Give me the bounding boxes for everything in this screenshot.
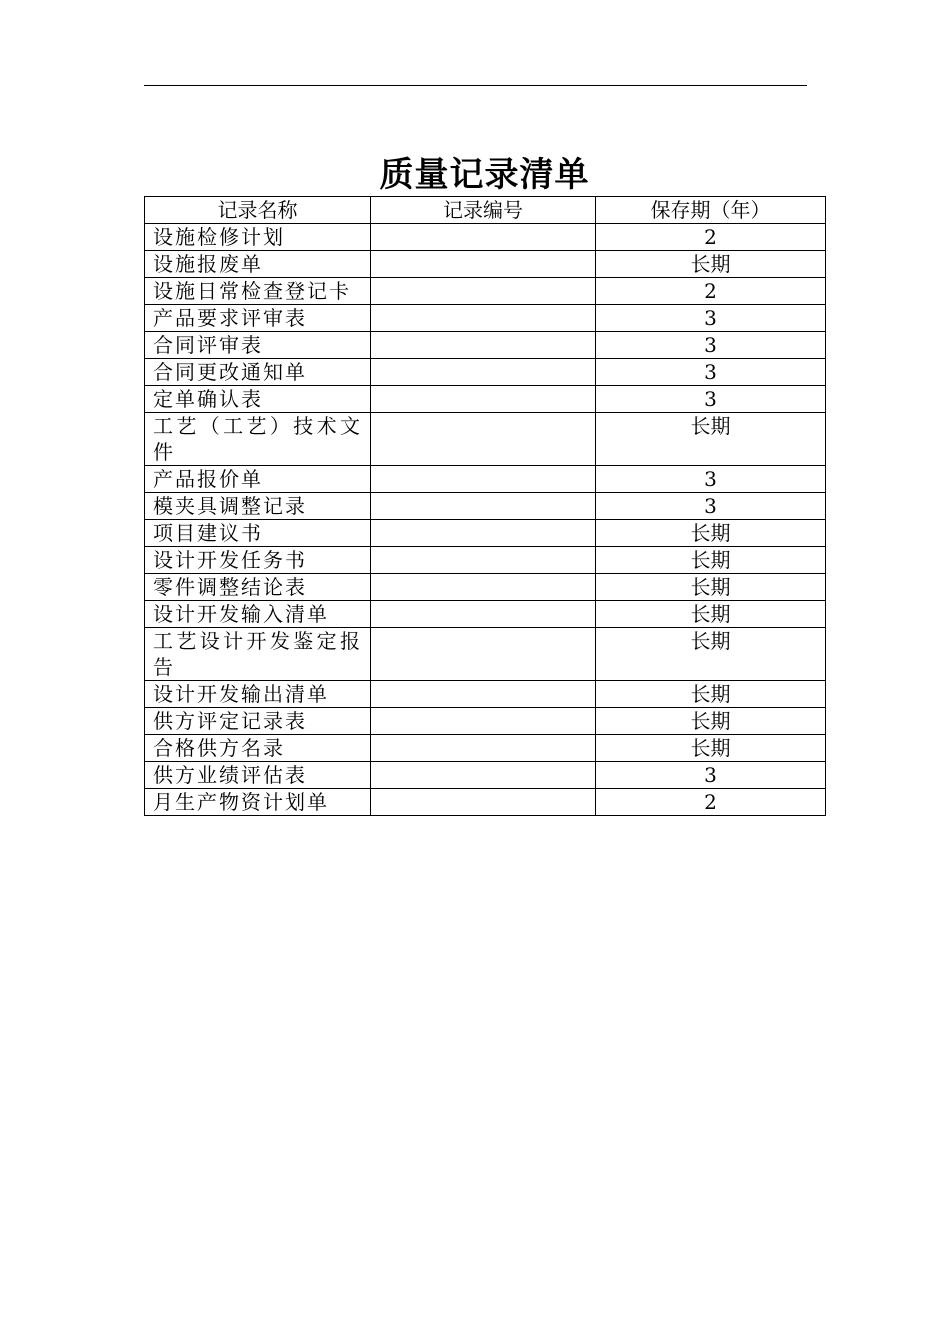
- table-row: [145, 386, 826, 413]
- record-code-cell: [371, 547, 596, 574]
- record-code-cell: [371, 681, 596, 708]
- record-code-cell: [371, 628, 596, 681]
- record-code-cell: [371, 224, 596, 251]
- retention-period-cell: 2: [596, 224, 826, 251]
- table-body: [145, 224, 826, 816]
- record-code-cell: [371, 708, 596, 735]
- table-row: [145, 574, 826, 601]
- table-row: [145, 547, 826, 574]
- record-code-cell: [371, 735, 596, 762]
- table-row: [145, 278, 826, 305]
- retention-period-cell: 3: [596, 386, 826, 413]
- retention-period-cell: 2: [596, 278, 826, 305]
- record-code-cell: [371, 413, 596, 466]
- retention-period-cell: 3: [596, 466, 826, 493]
- record-name-cell: 设计开发输出清单: [145, 681, 371, 708]
- retention-period-cell: 2: [596, 789, 826, 816]
- record-name-cell: 设施报废单: [145, 251, 371, 278]
- header-retention-period: 保存期（年）: [596, 197, 826, 224]
- retention-period-cell: 长期: [596, 708, 826, 735]
- table-row: [145, 466, 826, 493]
- record-code-cell: [371, 601, 596, 628]
- record-name-cell: 定单确认表: [145, 386, 371, 413]
- retention-period-cell: 3: [596, 493, 826, 520]
- retention-period-cell: 长期: [596, 547, 826, 574]
- header-record-code: 记录编号: [371, 197, 596, 224]
- document-title: 质量记录清单: [379, 155, 590, 195]
- table-row: [145, 332, 826, 359]
- record-code-cell: [371, 332, 596, 359]
- record-name-cell: 合格供方名录: [145, 735, 371, 762]
- table-row: [145, 601, 826, 628]
- record-name-cell: 工艺（工艺）技术文件: [145, 413, 371, 466]
- retention-period-cell: 3: [596, 332, 826, 359]
- record-code-cell: [371, 520, 596, 547]
- table-row: [145, 520, 826, 547]
- header-record-name: 记录名称: [145, 197, 371, 224]
- record-name-cell: 项目建议书: [145, 520, 371, 547]
- table-row: [145, 359, 826, 386]
- table-row: [145, 305, 826, 332]
- table-header-row: [145, 197, 826, 224]
- record-code-cell: [371, 278, 596, 305]
- header-rule: [144, 85, 807, 86]
- record-name-cell: 工艺设计开发鉴定报告: [145, 628, 371, 681]
- retention-period-cell: 长期: [596, 735, 826, 762]
- record-name-cell: 设计开发任务书: [145, 547, 371, 574]
- table-row: [145, 762, 826, 789]
- retention-period-cell: 长期: [596, 574, 826, 601]
- record-name-cell: 月生产物资计划单: [145, 789, 371, 816]
- record-code-cell: [371, 493, 596, 520]
- table-row: [145, 493, 826, 520]
- record-code-cell: [371, 359, 596, 386]
- record-code-cell: [371, 762, 596, 789]
- record-name-cell: 供方评定记录表: [145, 708, 371, 735]
- table-row: [145, 224, 826, 251]
- record-name-cell: 模夹具调整记录: [145, 493, 371, 520]
- record-table: [144, 196, 826, 816]
- retention-period-cell: 3: [596, 762, 826, 789]
- record-name-cell: 设施日常检查登记卡: [145, 278, 371, 305]
- retention-period-cell: 3: [596, 305, 826, 332]
- record-code-cell: [371, 789, 596, 816]
- retention-period-cell: 长期: [596, 413, 826, 466]
- retention-period-cell: 3: [596, 359, 826, 386]
- record-code-cell: [371, 386, 596, 413]
- retention-period-cell: 长期: [596, 520, 826, 547]
- record-name-cell: 产品报价单: [145, 466, 371, 493]
- record-name-cell: 设计开发输入清单: [145, 601, 371, 628]
- retention-period-cell: 长期: [596, 628, 826, 681]
- record-code-cell: [371, 574, 596, 601]
- record-code-cell: [371, 251, 596, 278]
- table-row: [145, 708, 826, 735]
- record-name-cell: 合同更改通知单: [145, 359, 371, 386]
- retention-period-cell: 长期: [596, 251, 826, 278]
- retention-period-cell: 长期: [596, 681, 826, 708]
- table-row: [145, 789, 826, 816]
- table-row: [145, 413, 826, 466]
- table-row: [145, 681, 826, 708]
- record-name-cell: 供方业绩评估表: [145, 762, 371, 789]
- record-code-cell: [371, 305, 596, 332]
- record-code-cell: [371, 466, 596, 493]
- table-row: [145, 251, 826, 278]
- record-name-cell: 设施检修计划: [145, 224, 371, 251]
- retention-period-cell: 长期: [596, 601, 826, 628]
- record-name-cell: 零件调整结论表: [145, 574, 371, 601]
- table-row: [145, 628, 826, 681]
- record-name-cell: 合同评审表: [145, 332, 371, 359]
- table-row: [145, 735, 826, 762]
- record-name-cell: 产品要求评审表: [145, 305, 371, 332]
